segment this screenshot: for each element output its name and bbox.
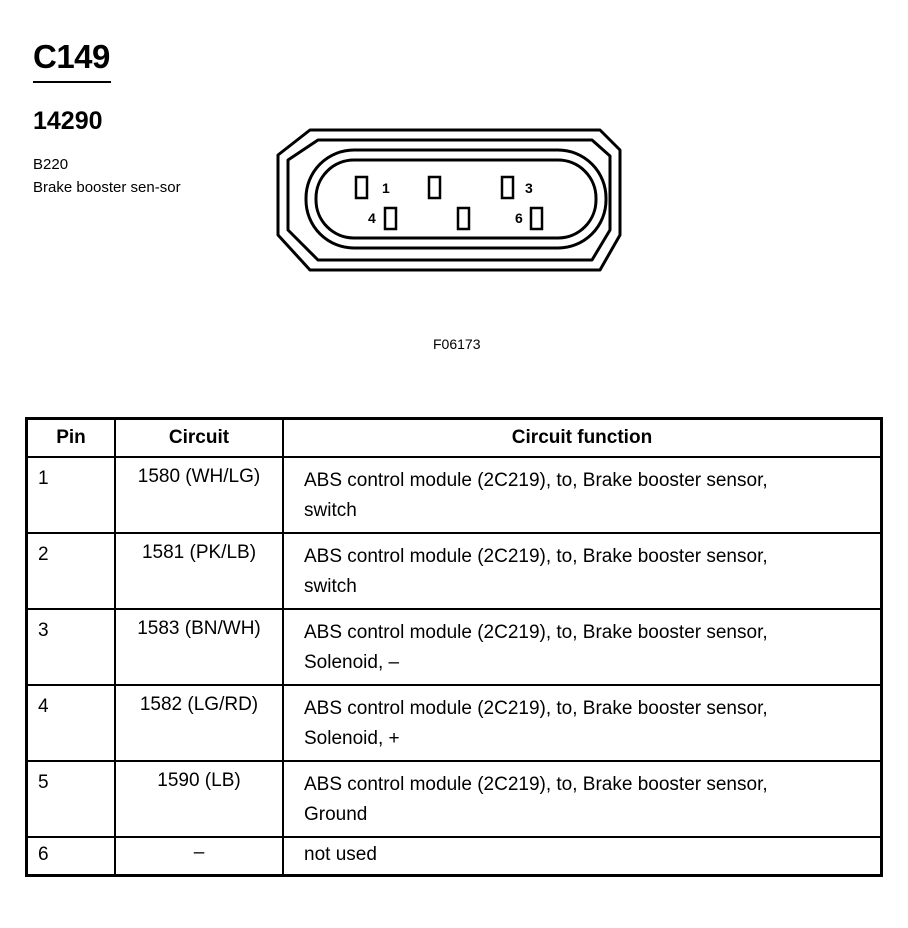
title-underline <box>33 81 111 83</box>
header-function: Circuit function <box>283 419 882 458</box>
pin-label-6: 6 <box>515 210 523 226</box>
table-header-row <box>27 419 882 458</box>
connector-id: C149 <box>33 38 110 75</box>
pin-cavity-6 <box>531 208 542 229</box>
pin-table <box>25 417 883 877</box>
pin-cell: 4 <box>27 685 116 761</box>
table-row <box>27 609 882 685</box>
pin-cell: 6 <box>27 837 116 876</box>
pin-label-1: 1 <box>382 180 390 196</box>
pin-cavity-1 <box>356 177 367 198</box>
pin-label-4: 4 <box>368 210 376 226</box>
header-pin: Pin <box>27 419 116 458</box>
function-line: switch <box>304 576 357 597</box>
connector-inner-shell <box>288 140 610 260</box>
header-circuit: Circuit <box>115 419 283 458</box>
circuit-cell: 1590 (LB) <box>115 761 283 837</box>
component-name: Brake booster sen-sor <box>33 179 181 196</box>
function-line: ABS control module (2C219), to, Brake booster sensor, <box>304 546 768 567</box>
function-line: ABS control module (2C219), to, Brake booster sensor, <box>304 774 768 795</box>
part-number: 14290 <box>33 107 103 135</box>
component-code: B220 <box>33 156 69 173</box>
function-line: Solenoid, + <box>304 728 400 749</box>
figure-code: F06173 <box>433 336 481 352</box>
function-cell <box>283 761 882 837</box>
function-line: switch <box>304 500 357 521</box>
table-row <box>27 533 882 609</box>
function-cell <box>283 685 882 761</box>
pin-cell: 3 <box>27 609 116 685</box>
function-line: not used <box>304 844 377 865</box>
pin-cell: 1 <box>27 457 116 533</box>
function-cell <box>283 837 882 876</box>
function-line: Ground <box>304 804 368 825</box>
circuit-cell: 1581 (PK/LB) <box>115 533 283 609</box>
function-line: Solenoid, – <box>304 652 400 673</box>
pin-cell: 2 <box>27 533 116 609</box>
table-row <box>27 761 882 837</box>
circuit-cell: – <box>115 837 283 876</box>
table-row <box>27 457 882 533</box>
pin-cavity-4 <box>385 208 396 229</box>
function-line: ABS control module (2C219), to, Brake booster sensor, <box>304 698 768 719</box>
circuit-cell: 1583 (BN/WH) <box>115 609 283 685</box>
pin-cavity-3 <box>502 177 513 198</box>
function-cell <box>283 609 882 685</box>
circuit-cell: 1582 (LG/RD) <box>115 685 283 761</box>
pin-cavity-5 <box>458 208 469 229</box>
function-line: ABS control module (2C219), to, Brake booster sensor, <box>304 470 768 491</box>
function-cell <box>283 457 882 533</box>
connector-face-diagram <box>270 120 640 280</box>
table-row <box>27 685 882 761</box>
pin-cell: 5 <box>27 761 116 837</box>
pin-label-3: 3 <box>525 180 533 196</box>
table-row <box>27 837 882 876</box>
function-cell <box>283 533 882 609</box>
circuit-cell: 1580 (WH/LG) <box>115 457 283 533</box>
function-line: ABS control module (2C219), to, Brake booster sensor, <box>304 622 768 643</box>
pin-cavity-2 <box>429 177 440 198</box>
connector-face-outer <box>306 150 606 248</box>
